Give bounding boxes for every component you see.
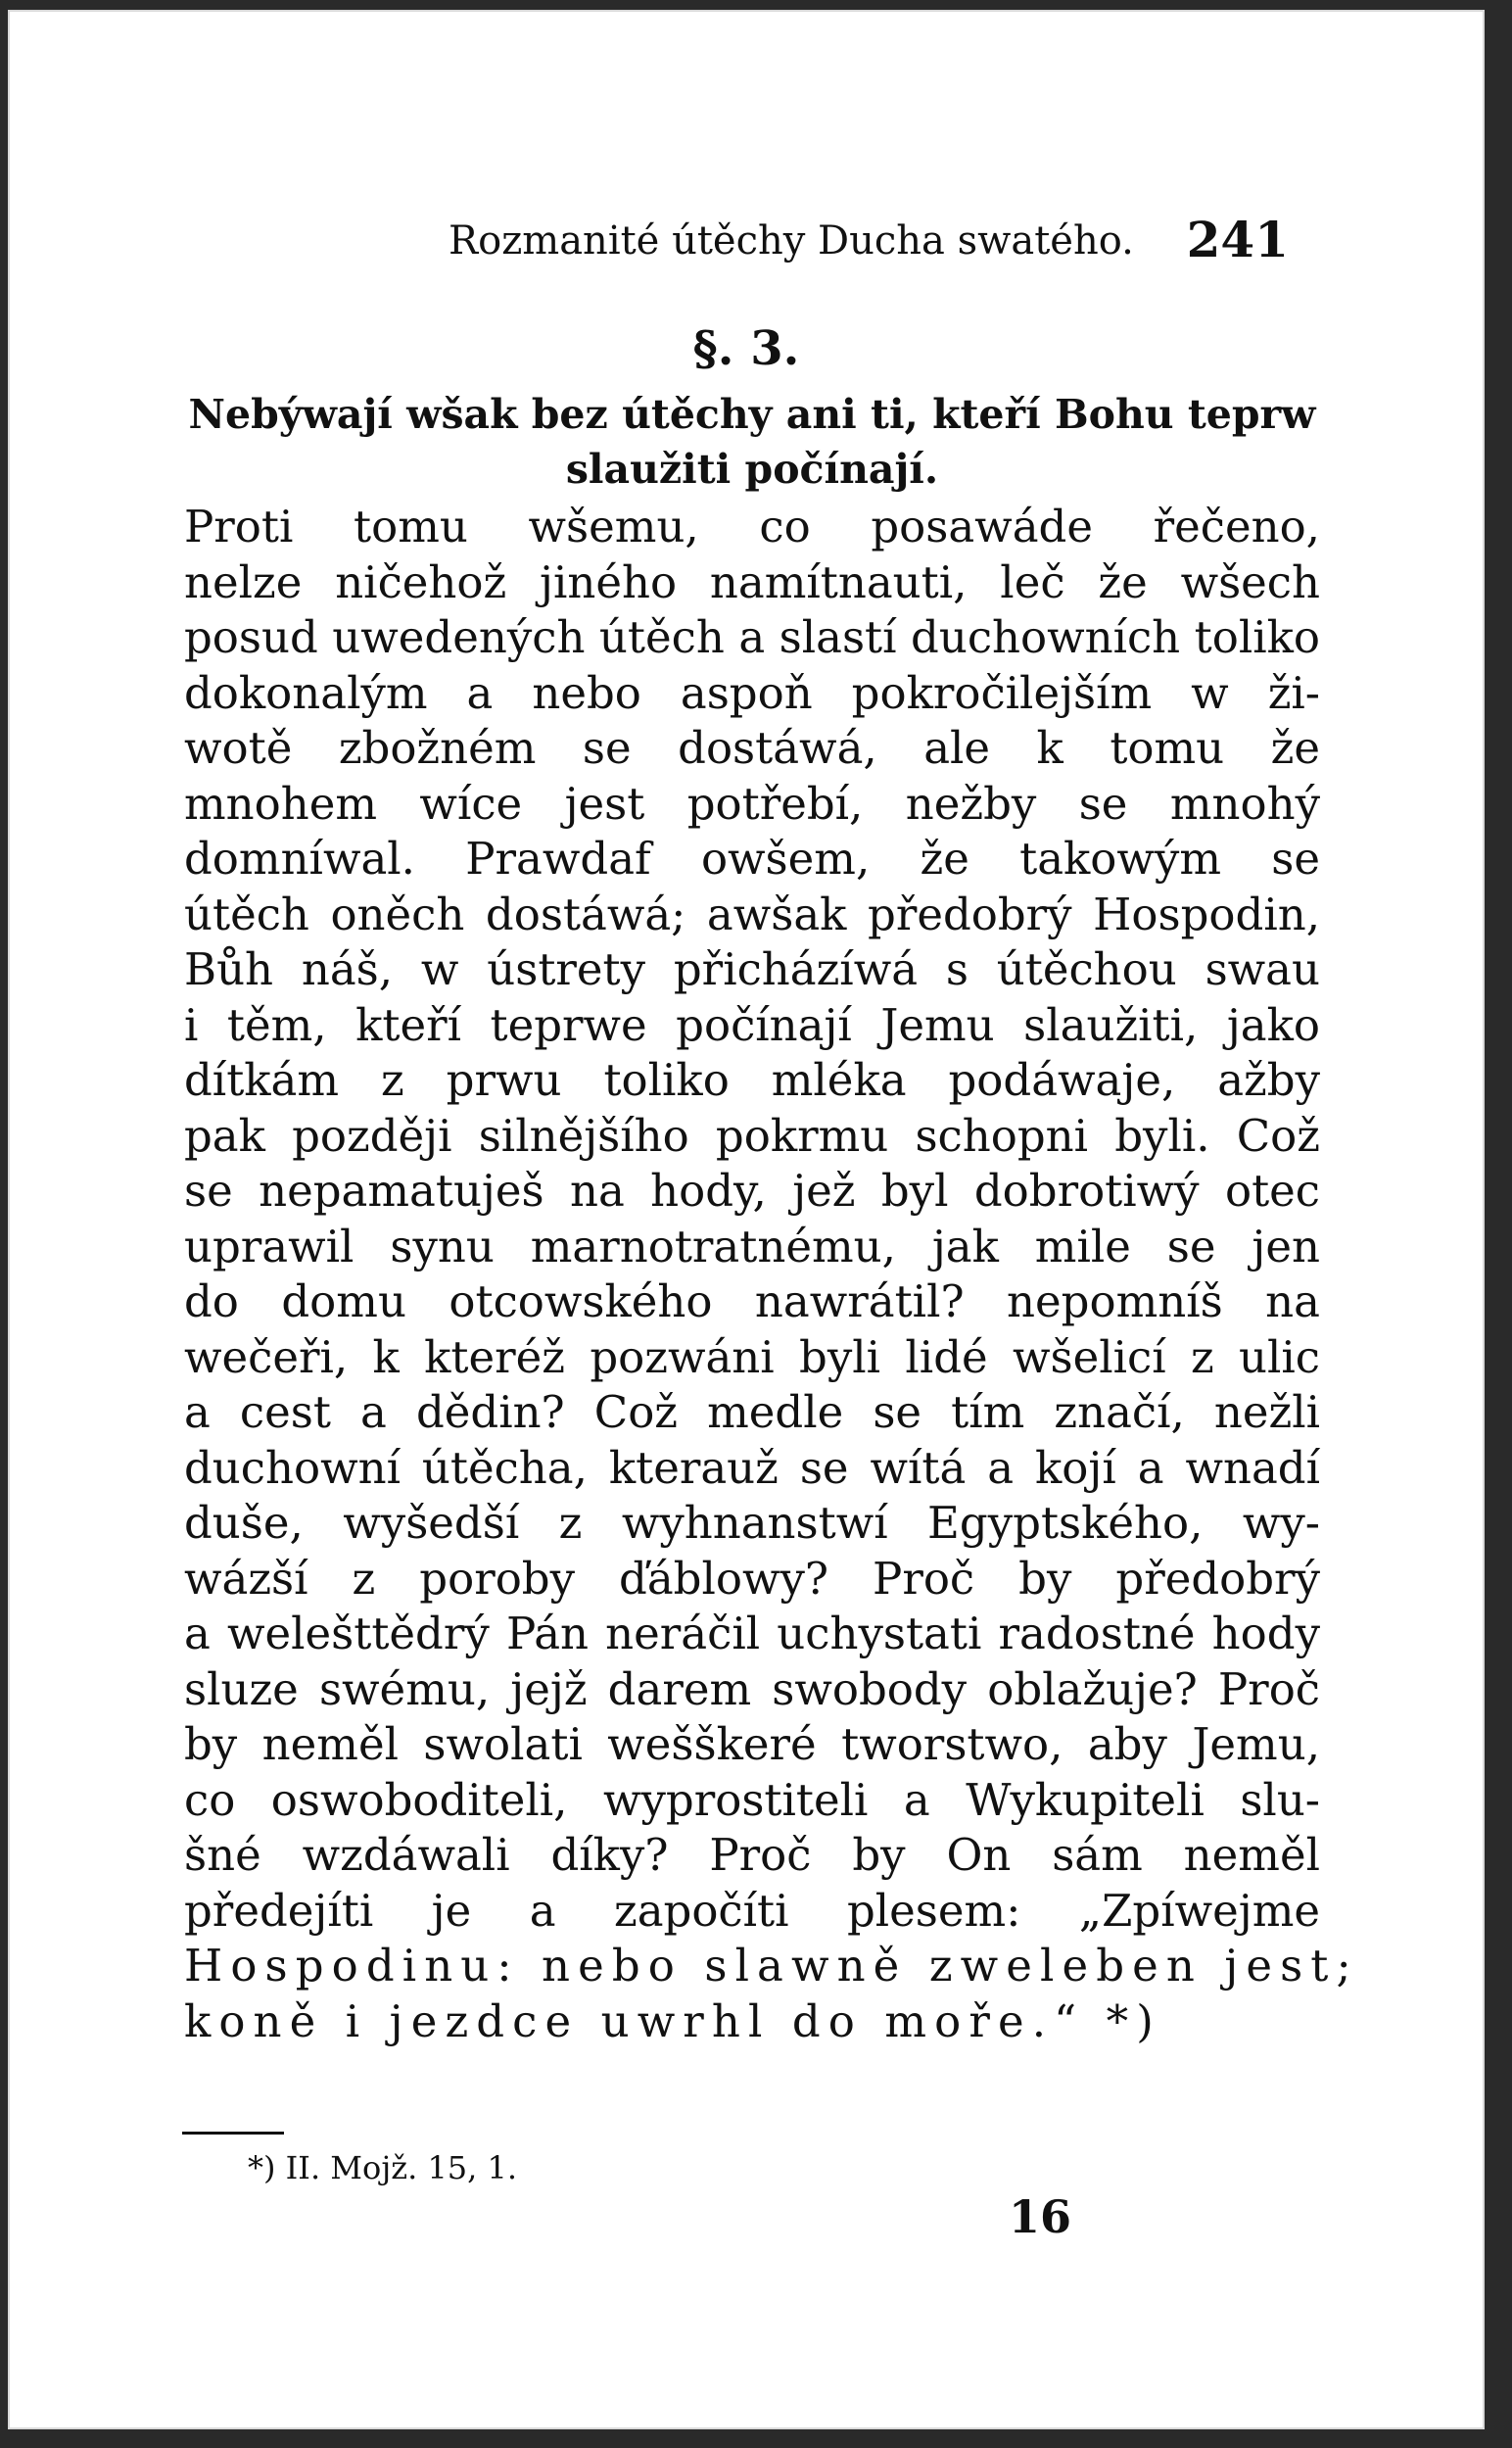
book-page bbox=[8, 10, 1485, 2429]
footnote: *) II. Mojž. 15, 1. bbox=[248, 2149, 518, 2186]
running-title: Rozmanité útěchy Ducha swatého. bbox=[449, 218, 1134, 264]
body-line: posud uwedených útěch a slastí duchowních toliko bbox=[184, 611, 1320, 663]
body-line: Bůh náš, w ústrety přicházíwá s útěchou swau bbox=[184, 943, 1320, 995]
body-line: sluze swému, jejž darem swobody oblažuje? Proč bbox=[184, 1662, 1320, 1715]
body-line: domníwal. Prawdaf owšem, že takowým se bbox=[184, 833, 1320, 885]
body-line: šné wzdáwali díky? Proč by On sám neměl bbox=[184, 1829, 1320, 1881]
body-line: a welešttědrý Pán neráčil uchystati radostné hody bbox=[184, 1608, 1320, 1659]
body-line: co oswoboditeli, wyprostiteli a Wykupiteli slu- bbox=[184, 1773, 1320, 1826]
body-line: by neměl swolati wešškeré tworstwo, aby Jemu, bbox=[184, 1718, 1320, 1770]
section-heading-line: Nebýwají wšak bez útěchy ani ti, kteří Bohu teprw bbox=[188, 391, 1316, 438]
body-line: dítkám z prwu toliko mléka podáwaje, ažby bbox=[184, 1054, 1320, 1106]
body-line: a cest a dědin? Což medle se tím značí, nežli bbox=[184, 1386, 1320, 1438]
body-line: uprawil synu marnotratnému, jak mile se jen bbox=[184, 1220, 1320, 1272]
body-line: do domu otcowského nawrátil? nepomníš na bbox=[184, 1275, 1320, 1327]
body-text bbox=[184, 500, 1359, 2049]
body-line: wečeři, k kteréž pozwáni byli lidé wšelicí z ulic bbox=[184, 1330, 1320, 1383]
body-line: duchowní útěcha, kterauž se wítá a kojí a wnadí bbox=[184, 1441, 1320, 1494]
body-line: wotě zbožném se dostáwá, ale k tomu že bbox=[184, 722, 1320, 774]
section-heading bbox=[184, 387, 1320, 497]
body-line: nelze ničehož jiného namítnauti, leč že wšech bbox=[184, 555, 1320, 608]
body-line: Hospodinu: nebo slawně zweleben jest; bbox=[184, 1940, 1359, 1992]
body-line: wázší z poroby ďáblowy? Proč by předobrý bbox=[184, 1552, 1320, 1605]
footnote-rule bbox=[182, 2132, 284, 2135]
body-line: mnohem wíce jest potřebí, nežby se mnohý bbox=[184, 777, 1320, 830]
running-head bbox=[8, 211, 1485, 269]
body-line: i těm, kteří teprwe počínají Jemu slaužiti, jako bbox=[184, 998, 1320, 1051]
body-line: se nepamatuješ na hody, jež byl dobrotiwý otec bbox=[184, 1165, 1320, 1217]
body-line: Proti tomu wšemu, co posawáde řečeno, bbox=[184, 501, 1320, 552]
page-number: 241 bbox=[1186, 211, 1289, 268]
body-line: útěch oněch dostáwá; awšak předobrý Hospodin, bbox=[184, 888, 1320, 940]
body-line: pak později silnějšího pokrmu schopni byli. Což bbox=[184, 1109, 1320, 1162]
body-line: předejíti je a započíti plesem: „Zpíwejme bbox=[184, 1884, 1320, 1937]
body-line: duše, wyšedší z wyhnanstwí Egyptského, wy- bbox=[184, 1497, 1320, 1549]
signature-mark: 16 bbox=[1009, 2190, 1072, 2243]
body-line: koně i jezdce uwrhl do moře.“ *) bbox=[184, 1994, 1161, 2047]
section-heading-line: slaužiti počínají. bbox=[565, 446, 939, 493]
body-line: dokonalým a nebo aspoň pokročilejším w ži- bbox=[184, 666, 1320, 719]
section-mark: §. 3. bbox=[692, 321, 800, 376]
